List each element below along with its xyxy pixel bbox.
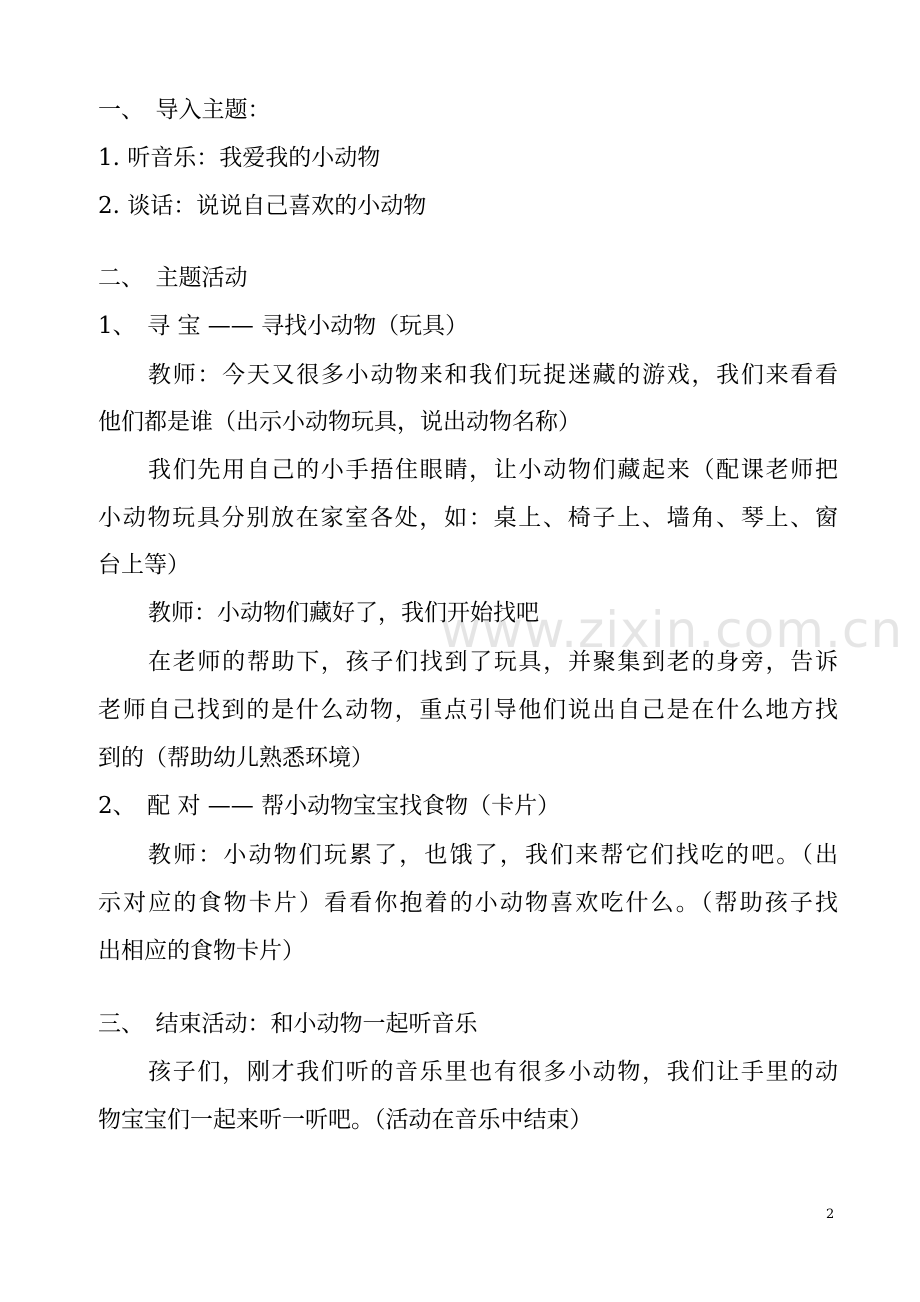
paragraph-line: 出相应的食物卡片） [98,938,305,964]
list-item-2: 2. 谈话：说说自己喜欢的小动物 [98,193,427,219]
paragraph-line: 老师自己找到的是什么动物，重点引导他们说出自己是在什么地方找 [98,697,838,723]
page-number: 2 [826,1207,835,1222]
heading-section-2: 二、 主题活动 [98,265,248,291]
paragraph-line: 我们先用自己的小手捂住眼睛，让小动物们藏起来（配课老师把 [148,457,838,483]
paragraph-line: 孩子们，刚才我们听的音乐里也有很多小动物，我们让手里的动 [148,1059,838,1085]
heading-section-1: 一、 导入主题： [98,97,271,123]
subheading-activity-1: 1、 寻 宝 —— 寻找小动物（玩具） [98,313,469,339]
paragraph-line: 教师：小动物们藏好了，我们开始找吧 [148,600,539,626]
paragraph-line: 教师：小动物们玩累了，也饿了，我们来帮它们找吃的吧。（出 [148,842,838,868]
paragraph-line: 台上等） [98,552,190,578]
paragraph-line: 他们都是谁（出示小动物玩具，说出动物名称） [98,409,581,435]
paragraph-line: 示对应的食物卡片）看看你抱着的小动物喜欢吃什么。（帮助孩子找 [98,890,838,916]
paragraph-line: 在老师的帮助下，孩子们找到了玩具，并聚集到老的身旁，告诉 [148,649,838,675]
paragraph-line: 教师：今天又很多小动物来和我们玩捉迷藏的游戏，我们来看看 [148,362,838,388]
list-item-1: 1. 听音乐：我爱我的小动物 [98,145,381,171]
heading-section-3: 三、 结束活动：和小动物一起听音乐 [98,1011,478,1037]
watermark: www.zixin.com.cn [440,601,904,659]
paragraph-line: 物宝宝们一起来听一听吧。（活动在音乐中结束） [98,1107,593,1133]
paragraph-line: 小动物玩具分别放在家室各处，如：桌上、椅子上、墙角、琴上、窗 [98,505,838,531]
paragraph-line: 到的（帮助幼儿熟悉环境） [98,745,374,771]
subheading-activity-2: 2、 配 对 —— 帮小动物宝宝找食物（卡片） [98,793,561,819]
